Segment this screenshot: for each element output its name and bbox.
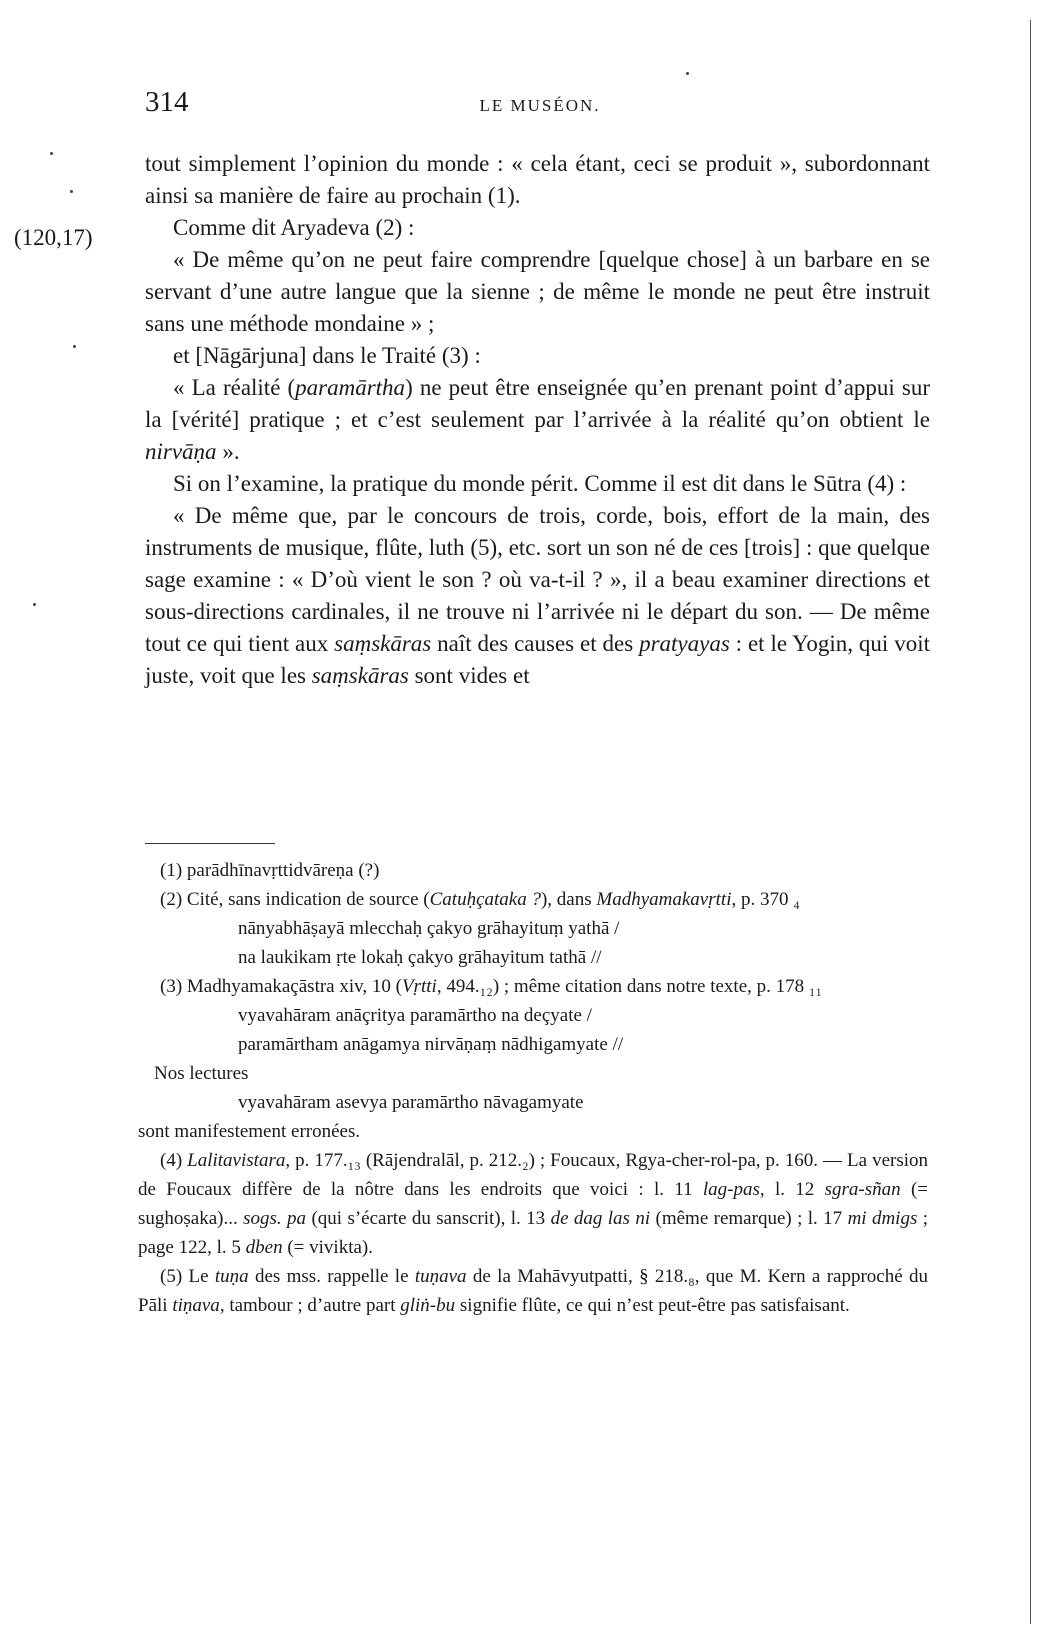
text-run: des mss. rappelle le (248, 1266, 415, 1287)
footnotes (138, 856, 928, 1320)
footnote (138, 972, 928, 1001)
text-run: , l. 12 (759, 1179, 825, 1200)
text-run: « La réalité ( (173, 375, 296, 400)
italic-term: de dag las ni (550, 1208, 651, 1229)
italic-term: tuṇa (214, 1266, 249, 1287)
text-run: (2) Cité, sans indication de source ( (160, 889, 430, 910)
footnote (138, 1117, 928, 1146)
paragraph (145, 244, 930, 340)
italic-term: Vṛtti (401, 976, 437, 997)
paragraph (145, 500, 930, 692)
running-title: LE MUSÉON. (479, 96, 601, 115)
text-run: : et le Yogin, qui voit juste, voit que les (145, 631, 930, 688)
text-run: ». (216, 439, 240, 464)
italic-term: mi dmigs (847, 1208, 918, 1229)
footnote (138, 1059, 928, 1088)
text-run: (5) Le (160, 1266, 215, 1287)
text-run: signifie flûte, ce qui n’est peut-être pas satisfaisant. (455, 1295, 850, 1316)
footnote (138, 885, 928, 914)
italic-term: tuṇava (414, 1266, 467, 1287)
italic-term: saṃskāras (311, 663, 409, 688)
italic-term: pratyayas (639, 631, 730, 656)
text-run: Si on l’examine, la pratique du monde périt. Comme il est dit dans le Sūtra (4) : (173, 471, 907, 496)
text-run: sont vides et (408, 663, 530, 688)
italic-term: gliṅ-bu (400, 1295, 456, 1316)
text-run: ) ne peut être enseignée qu’en prenant point d’appui sur la [vérité] pratique ; et c’est seulement par l’arrivée à la réalité qu’on obtient le (145, 375, 930, 432)
text-run: vyavahāram anāçritya paramārtho na deçyate / (238, 1005, 592, 1026)
text-run: et [Nāgārjuna] dans le Traité (3) : (173, 343, 481, 368)
text-run: vyavahāram asevya paramārtho nāvagamyate (238, 1092, 584, 1113)
paragraph (145, 212, 930, 244)
body-text (145, 148, 930, 692)
text-run: Nos lectures (154, 1063, 249, 1084)
italic-term: tiṇava (172, 1295, 220, 1316)
scan-speck (50, 152, 53, 155)
italic-term: Madhyamakavṛtti (596, 889, 732, 910)
footnote (138, 1088, 928, 1117)
page-header (145, 86, 935, 126)
scan-edge-line (1030, 20, 1031, 1624)
italic-term: nirvāṇa (145, 439, 217, 464)
italic-term: sogs. pa (243, 1208, 307, 1229)
footnote (138, 943, 928, 972)
footnote (138, 914, 928, 943)
text-run: ), dans (540, 889, 597, 910)
scan-speck (73, 345, 76, 348)
text-run: de la Mahāvyutpatti, § 218.₈, que M. Kern a rapproché du Pāli (138, 1266, 928, 1316)
scan-speck (686, 72, 689, 75)
text-run: na laukikam ṛte lokaḥ çakyo grāhayitum tathā // (238, 947, 602, 968)
italic-term: saṃskāras (334, 631, 432, 656)
text-run: naît des causes et des (431, 631, 640, 656)
italic-term: Catuḥçataka ? (429, 889, 541, 910)
italic-term: paramārtha (295, 375, 406, 400)
text-run: tout simplement l’opinion du monde : « cela étant, ceci se produit », subordonnant ainsi sa manière de faire au prochain (1). (145, 151, 930, 208)
text-run: (même remarque) ; l. 17 (650, 1208, 848, 1229)
text-run: (4) (160, 1150, 188, 1171)
italic-term: lag-pas (702, 1179, 760, 1200)
text-run: « De même qu’on ne peut faire comprendre [quelque chose] à un barbare en se servant d’une autre langue que la sienne ; de même le monde ne peut être instruit sans une méthode mondaine » ; (145, 247, 930, 336)
text-run: (1) parādhīnavṛttidvāreṇa (?) (160, 860, 380, 881)
footnote (138, 1146, 928, 1262)
footnote (138, 1030, 928, 1059)
text-run: , p. 370 ₄ (731, 889, 800, 910)
italic-term: Lalitavistara (187, 1150, 286, 1171)
text-run: (3) Madhyamakaçāstra xiv, 10 ( (160, 976, 402, 997)
text-run: nānyabhāṣayā mlecchaḥ çakyo grāhayituṃ yathā / (238, 918, 620, 939)
text-run: sont manifestement erronées. (138, 1121, 361, 1142)
text-run: (qui s’écarte du sanscrit), l. 13 (306, 1208, 551, 1229)
text-run: Comme dit Aryadeva (2) : (173, 215, 415, 240)
footnote (138, 856, 928, 885)
text-run: , p. 177.₁₃ (Rājendralāl, p. 212.₂) ; Foucaux, Rgya-cher-rol-pa, p. 160. — La version de Foucaux diffère de la nôtre dans les endroits que voici : l. 11 (138, 1150, 929, 1200)
footnote (138, 1001, 928, 1030)
text-run: , 494.₁₂) ; même citation dans notre texte, p. 178 ₁₁ (436, 976, 823, 997)
margin-reference: (120,17) (14, 225, 93, 250)
italic-term: dben (245, 1237, 283, 1258)
italic-term: sgra-sñan (824, 1179, 901, 1200)
text-run: , tambour ; d’autre part (219, 1295, 401, 1316)
paragraph (145, 468, 930, 500)
paragraph (145, 340, 930, 372)
paragraph (145, 372, 930, 468)
scan-speck (70, 190, 73, 193)
text-run: (= sughoṣaka)... (138, 1179, 929, 1229)
scan-speck (33, 603, 36, 606)
text-run: paramārtham anāgamya nirvāṇaṃ nādhigamyate // (238, 1034, 624, 1055)
text-run: « De même que, par le concours de trois, corde, bois, effort de la main, des instruments de musique, flûte, luth (5), etc. sort un son né de ces [trois] : que quelque sage examine : « D’où vient le son ? où va-t-il ? », il a beau examiner directions et sous-directions cardinales, il ne trouve ni l’arrivée ni le départ du son. — De même tout ce qui tient aux (145, 503, 930, 656)
footnote (138, 1262, 928, 1320)
text-run: (= vivikta). (282, 1237, 373, 1258)
text-run: ; page 122, l. 5 (138, 1208, 929, 1258)
page-number: 314 (145, 86, 189, 118)
footnote-separator (145, 843, 275, 844)
paragraph (145, 148, 930, 212)
